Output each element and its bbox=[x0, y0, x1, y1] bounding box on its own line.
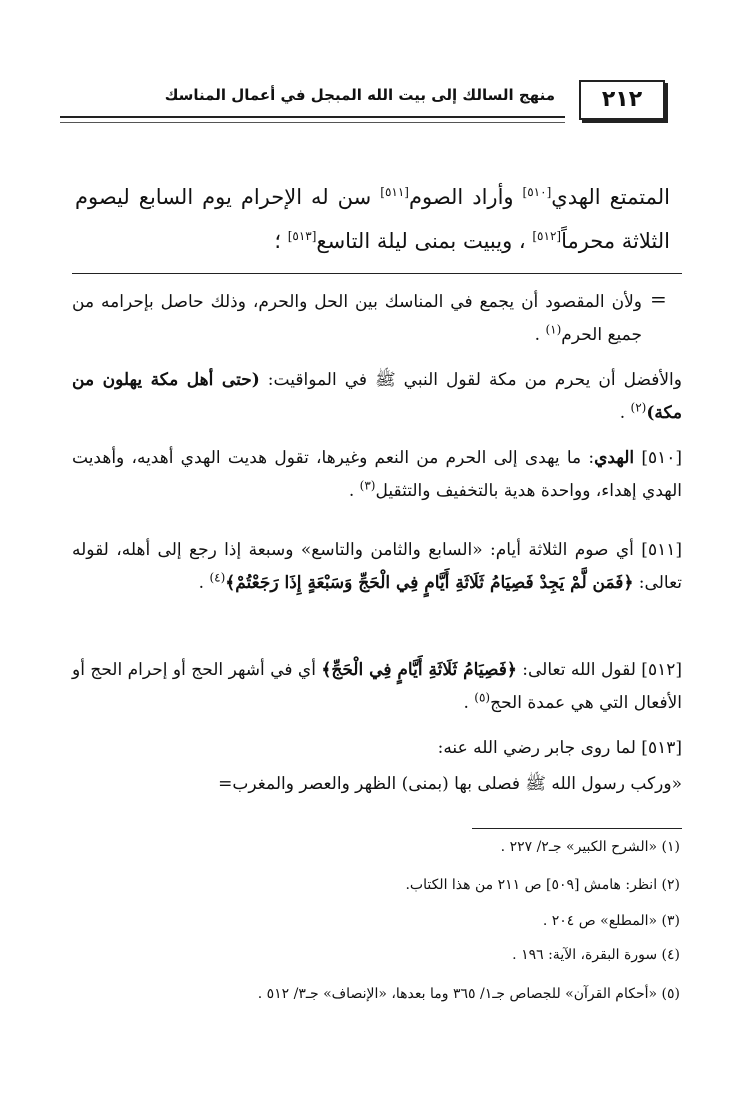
footnote-1: (١) «الشرح الكبير» جـ٢/ ٢٢٧ . bbox=[500, 839, 680, 855]
note-marker-511: [٥١١] bbox=[380, 185, 409, 199]
quran-verse: ﴿فَصِيَامُ ثَلَاثَةِ أَيَّامٍ فِي الْحَجِّ﴾ bbox=[321, 660, 517, 680]
header-rule bbox=[60, 116, 565, 123]
main-text bbox=[75, 175, 670, 263]
note-text: : ما يهدى إلى الحرم من النعم وغيرها، تقول هديت الهدي أهديه، وأهديت الهدي إهداء، وواحدة هدية بالتخفيف والتثقيل bbox=[72, 448, 682, 501]
continuation-sign: = bbox=[650, 287, 667, 311]
note-511 bbox=[72, 534, 682, 600]
footnote-ref: (٤) bbox=[209, 570, 226, 585]
note-paragraph bbox=[72, 364, 682, 430]
running-title: منهج السالك إلى بيت الله المبجل في أعمال المناسك bbox=[164, 86, 555, 104]
footnote-ref: (١) bbox=[545, 322, 562, 337]
main-text-part: وأراد الصوم bbox=[408, 185, 523, 209]
note-text: . bbox=[534, 325, 546, 345]
note-text: ولأن المقصود أن يجمع في المناسك بين الحل والحرم، وذلك حاصل بإحرامه من جميع الحرم bbox=[72, 292, 642, 345]
footnote-5: (٥) «أحكام القرآن» للجصاص جـ١/ ٣٦٥ وما بعدها، «الإنصاف» جـ٣/ ٥١٢ . bbox=[257, 986, 680, 1002]
note-text: أي صوم الثلاثة أيام: «السابع والثامن والتاسع» وسبعة إذا رجع إلى أهله، لقوله تعالى: bbox=[72, 540, 682, 593]
note-number: [٥١٣] bbox=[635, 738, 682, 758]
page-header bbox=[60, 80, 665, 130]
note-number: [٥١٢] bbox=[635, 660, 682, 680]
footnote-2: (٢) انظر: هامش [٥٠٩] ص ٢١١ من هذا الكتاب. bbox=[405, 877, 680, 893]
main-notes-separator bbox=[72, 273, 682, 274]
note-marker-513: [٥١٣] bbox=[287, 229, 317, 243]
note-510 bbox=[72, 442, 682, 508]
hadith-text: «وركب رسول الله ﷺ فصلى بها (بمنى) الظهر والعصر والمغرب= bbox=[218, 774, 682, 794]
note-text: لما روى جابر رضي الله عنه: bbox=[437, 738, 636, 758]
note-text: . bbox=[619, 403, 631, 423]
footnote-ref: (٣) bbox=[359, 478, 376, 493]
footnote-4: (٤) سورة البقرة، الآية: ١٩٦ . bbox=[512, 947, 680, 963]
note-number: [٥١١] bbox=[633, 540, 682, 560]
note-512 bbox=[72, 654, 682, 720]
main-text-part: ؛ bbox=[274, 229, 288, 253]
note-marker-512: [٥١٢] bbox=[532, 229, 562, 243]
footnote-ref: (٥) bbox=[474, 690, 491, 705]
note-text: والأفضل أن يحرم من مكة لقول النبي ﷺ في المواقيت: bbox=[259, 370, 682, 390]
footnote-3: (٣) «المطلع» ص ٢٠٤ . bbox=[542, 913, 680, 929]
quran-verse: ﴿فَمَن لَّمْ يَجِدْ فَصِيَامُ ثَلَاثَةِ أَيَّامٍ فِي الْحَجِّ وَسَبْعَةٍ إِذَا رَجَعْتُمْ﴾ bbox=[225, 573, 634, 593]
note-continuation bbox=[72, 286, 642, 352]
main-text-part: سن له الإحرام يوم السابع ليصوم الثلاثة محرماً bbox=[75, 185, 670, 253]
main-text-part: المتمتع الهدي bbox=[551, 185, 670, 209]
note-text: . bbox=[198, 573, 210, 593]
note-513 bbox=[72, 732, 682, 765]
note-text: . bbox=[463, 693, 475, 713]
note-marker-510: [٥١٠] bbox=[522, 185, 552, 199]
note-text: . bbox=[348, 481, 360, 501]
note-number: [٥١٠] bbox=[634, 448, 682, 468]
note-term: الهدي bbox=[594, 448, 635, 468]
note-text: لقول الله تعالى: bbox=[516, 660, 636, 680]
footnote-separator bbox=[472, 828, 682, 829]
footnote-ref: (٢) bbox=[630, 400, 647, 415]
main-text-part: ، ويبيت بمنى ليلة التاسع bbox=[316, 229, 533, 253]
page-number: ٢١٢ bbox=[579, 80, 665, 120]
note-text: أي في أشهر الحج أو إحرام الحج أو الأفعال التي هي عمدة الحج bbox=[72, 660, 682, 713]
hadith-quote: (حتى أهل مكة يهلون من مكة) bbox=[72, 370, 682, 423]
